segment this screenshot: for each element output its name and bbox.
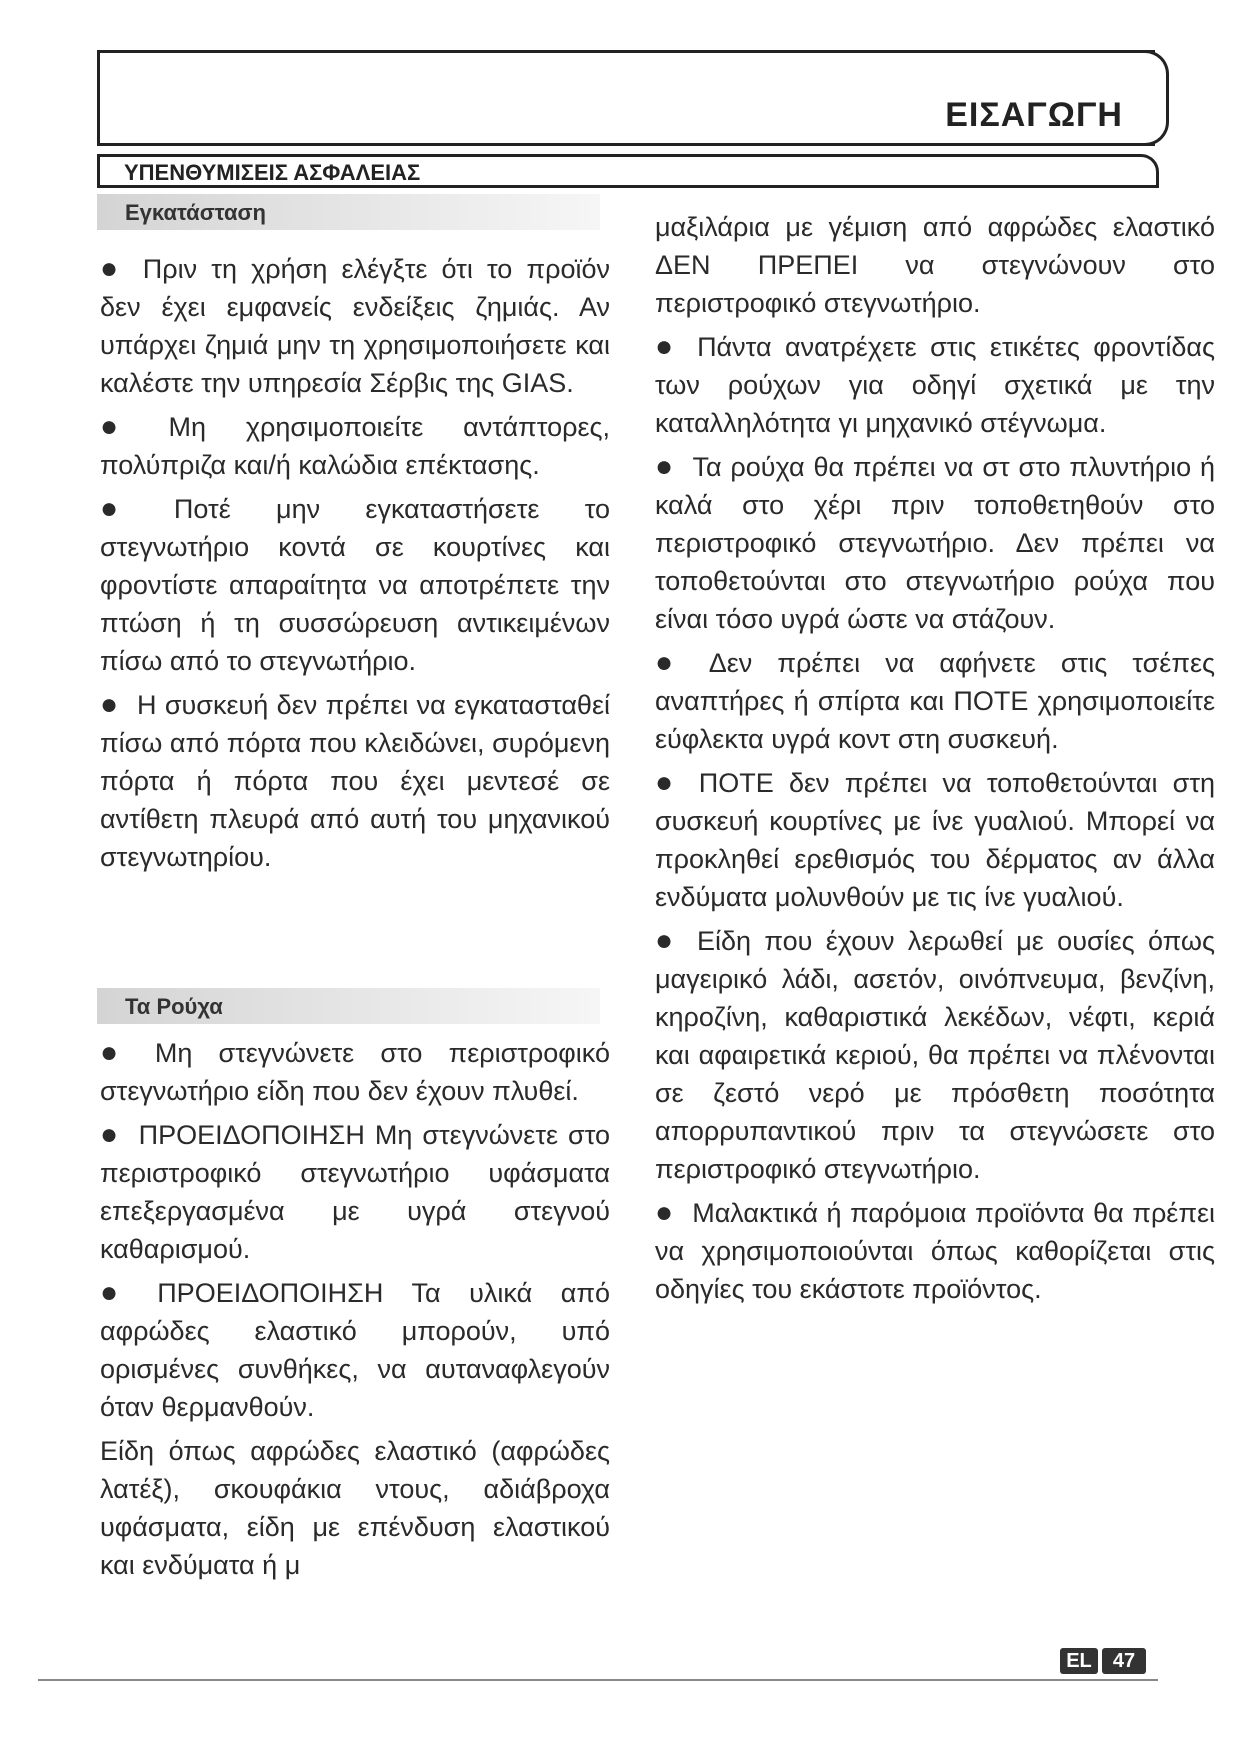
paragraph-text: Δεν πρέπει να αφήνετε στις τσέπες αναπτήρες ή σπίρτα και ΠΟΤΕ χρησιμοποιείτε εύφλεκτα υγρά κοντ στη συσκευή. (655, 648, 1216, 754)
page-title: ΕΙΣΑΓΩΓΗ (945, 96, 1123, 134)
bullet-icon: ● (100, 1276, 140, 1309)
bullet-icon: ● (655, 330, 680, 363)
paragraph-text: Η συσκευή δεν πρέπει να εγκατασταθεί πίσω από πόρτα που κλειδώνει, συρόμενη πόρτα ή πόρτα που έχει μεντεσέ σε αντίθετη πλευρά από αυτή του μηχανικού στεγνωτηρίου. (100, 690, 610, 872)
paragraph (100, 408, 610, 484)
paragraph-intro: μαξιλάρια με γέμιση από αφρώδες ελαστικό ΔΕΝ ΠΡΕΠΕΙ να στεγνώνουν στο περιστροφικό στεγνωτήριο. (655, 212, 1215, 318)
left-column (100, 250, 610, 876)
page-number-badge: 47 (1102, 1648, 1146, 1674)
bullet-icon: ● (100, 252, 125, 285)
header-frame (97, 50, 1155, 146)
bullet-icon: ● (655, 1196, 675, 1229)
paragraph-text: Πριν τη χρήση ελέγξτε ότι το προϊόν δεν έχει εμφανείς ενδείξεις ζημιάς. Αν υπάρχει ζημιά μην τη χρησιμοποιήσετε και καλέστε την υπηρεσία Σέρβις της GIAS. (100, 254, 610, 398)
paragraph (100, 1034, 610, 1110)
subhead-clothes: Τα Ρούχα (97, 988, 600, 1024)
paragraph-text: Είδη που έχουν λερωθεί με ουσίες όπως μαγειρικό λάδι, ασετόν, οινόπνευμα, βενζίνη, κηροζίνη, καθαριστικά λεκέδων, νέφτι, κεριά και αφαιρετικά κεριού, θα πρέπει να πλένονται σε ζεστό νερό με πρόσθετη ποσότητα απορρυπαντικού πριν τα στεγνώσετε στο περιστροφικό στεγνωτήριο. (655, 926, 1215, 1184)
paragraph (655, 644, 1215, 758)
section-title: ΥΠΕΝΘΥΜΙΣΕΙΣ ΑΣΦΑΛΕΙΑΣ (124, 160, 421, 185)
bullet-icon: ● (100, 1118, 121, 1151)
paragraph-text: ΠΡΟΕΙΔΟΠΟΙΗΣΗ Τα υλικά από αφρώδες ελαστικό μπορούν, υπό ορισμένες συνθήκες, να αυταναφλεγούν όταν θερμανθούν. (100, 1278, 610, 1422)
paragraph-text: ΠΟΤΕ δεν πρέπει να τοποθετούνται στη συσκευή κουρτίνες με ίνε γυαλιού. Μπορεί να προκληθεί ερεθισμός του δέρματος αν άλλα ενδύματα μολυνθούν με τις ίνε γυαλιού. (655, 768, 1216, 912)
subhead-installation: Εγκατάσταση (97, 194, 600, 230)
bullet-icon: ● (655, 766, 681, 799)
paragraph (655, 328, 1215, 442)
paragraph (100, 1274, 610, 1426)
paragraph (100, 686, 610, 876)
paragraph-trailing: Είδη όπως αφρώδες ελαστικό (αφρώδες λατέξ), σκουφάκια ντους, αδιάβροχα υφάσματα, είδη με επένδυση ελαστικού και ενδύματα ή μ (100, 1436, 610, 1580)
paragraph (655, 448, 1215, 638)
bullet-icon: ● (100, 492, 156, 525)
paragraph (100, 490, 610, 680)
paragraph (100, 250, 610, 402)
footer-divider (38, 1679, 1158, 1681)
paragraph-text: Μαλακτικά ή παρόμοια προϊόντα θα πρέπει να χρησιμοποιούνται όπως καθορίζεται στις οδηγίες του εκάστοτε προϊόντος. (655, 1198, 1215, 1304)
paragraph (655, 1194, 1215, 1308)
paragraph (655, 922, 1215, 1188)
bullet-icon: ● (100, 1036, 137, 1069)
language-badge: EL (1060, 1648, 1098, 1674)
bullet-icon: ● (100, 410, 151, 443)
paragraph (655, 764, 1215, 916)
paragraph-text: Ποτέ μην εγκαταστήσετε το στεγνωτήριο κοντά σε κουρτίνες και φροντίστε απαραίτητα να αποτρέπετε την πτώση ή τη συσσώρευση αντικειμένων πίσω από το στεγνωτήριο. (100, 494, 610, 676)
paragraph (100, 1116, 610, 1268)
bullet-icon: ● (655, 646, 691, 679)
paragraph-text: Μη στεγνώνετε στο περιστροφικό στεγνωτήριο είδη που δεν έχουν πλυθεί. (100, 1038, 610, 1106)
right-column (655, 208, 1215, 1308)
bullet-icon: ● (655, 450, 675, 483)
bullet-icon: ● (655, 924, 679, 957)
paragraph-text: ΠΡΟΕΙΔΟΠΟΙΗΣΗ Μη στεγνώνετε στο περιστροφικό στεγνωτήριο υφάσματα επεξεργασμένα με υγρά στεγνού καθαρισμού. (100, 1120, 611, 1264)
paragraph-text: Πάντα ανατρέχετε στις ετικέτες φροντίδας των ρούχων για οδηγί σχετικά με την καταλληλότητα γι μηχανικό στέγνωμα. (655, 332, 1215, 438)
section-bar (97, 154, 1159, 188)
bullet-icon: ● (100, 688, 119, 721)
left-column-clothes (100, 1034, 610, 1584)
paragraph-text: Μη χρησιμοποιείτε αντάπτορες, πολύπριζα και/ή καλώδια επέκτασης. (100, 412, 610, 480)
paragraph-text: Τα ρούχα θα πρέπει να στ στο πλυντήριο ή καλά στο χέρι πριν τοποθετηθούν στο περιστροφικό στεγνωτήριο. Δεν πρέπει να τοποθετούνται στο στεγνωτήριο ρούχα που είναι τόσο υγρά ώστε να στάζουν. (655, 452, 1215, 634)
